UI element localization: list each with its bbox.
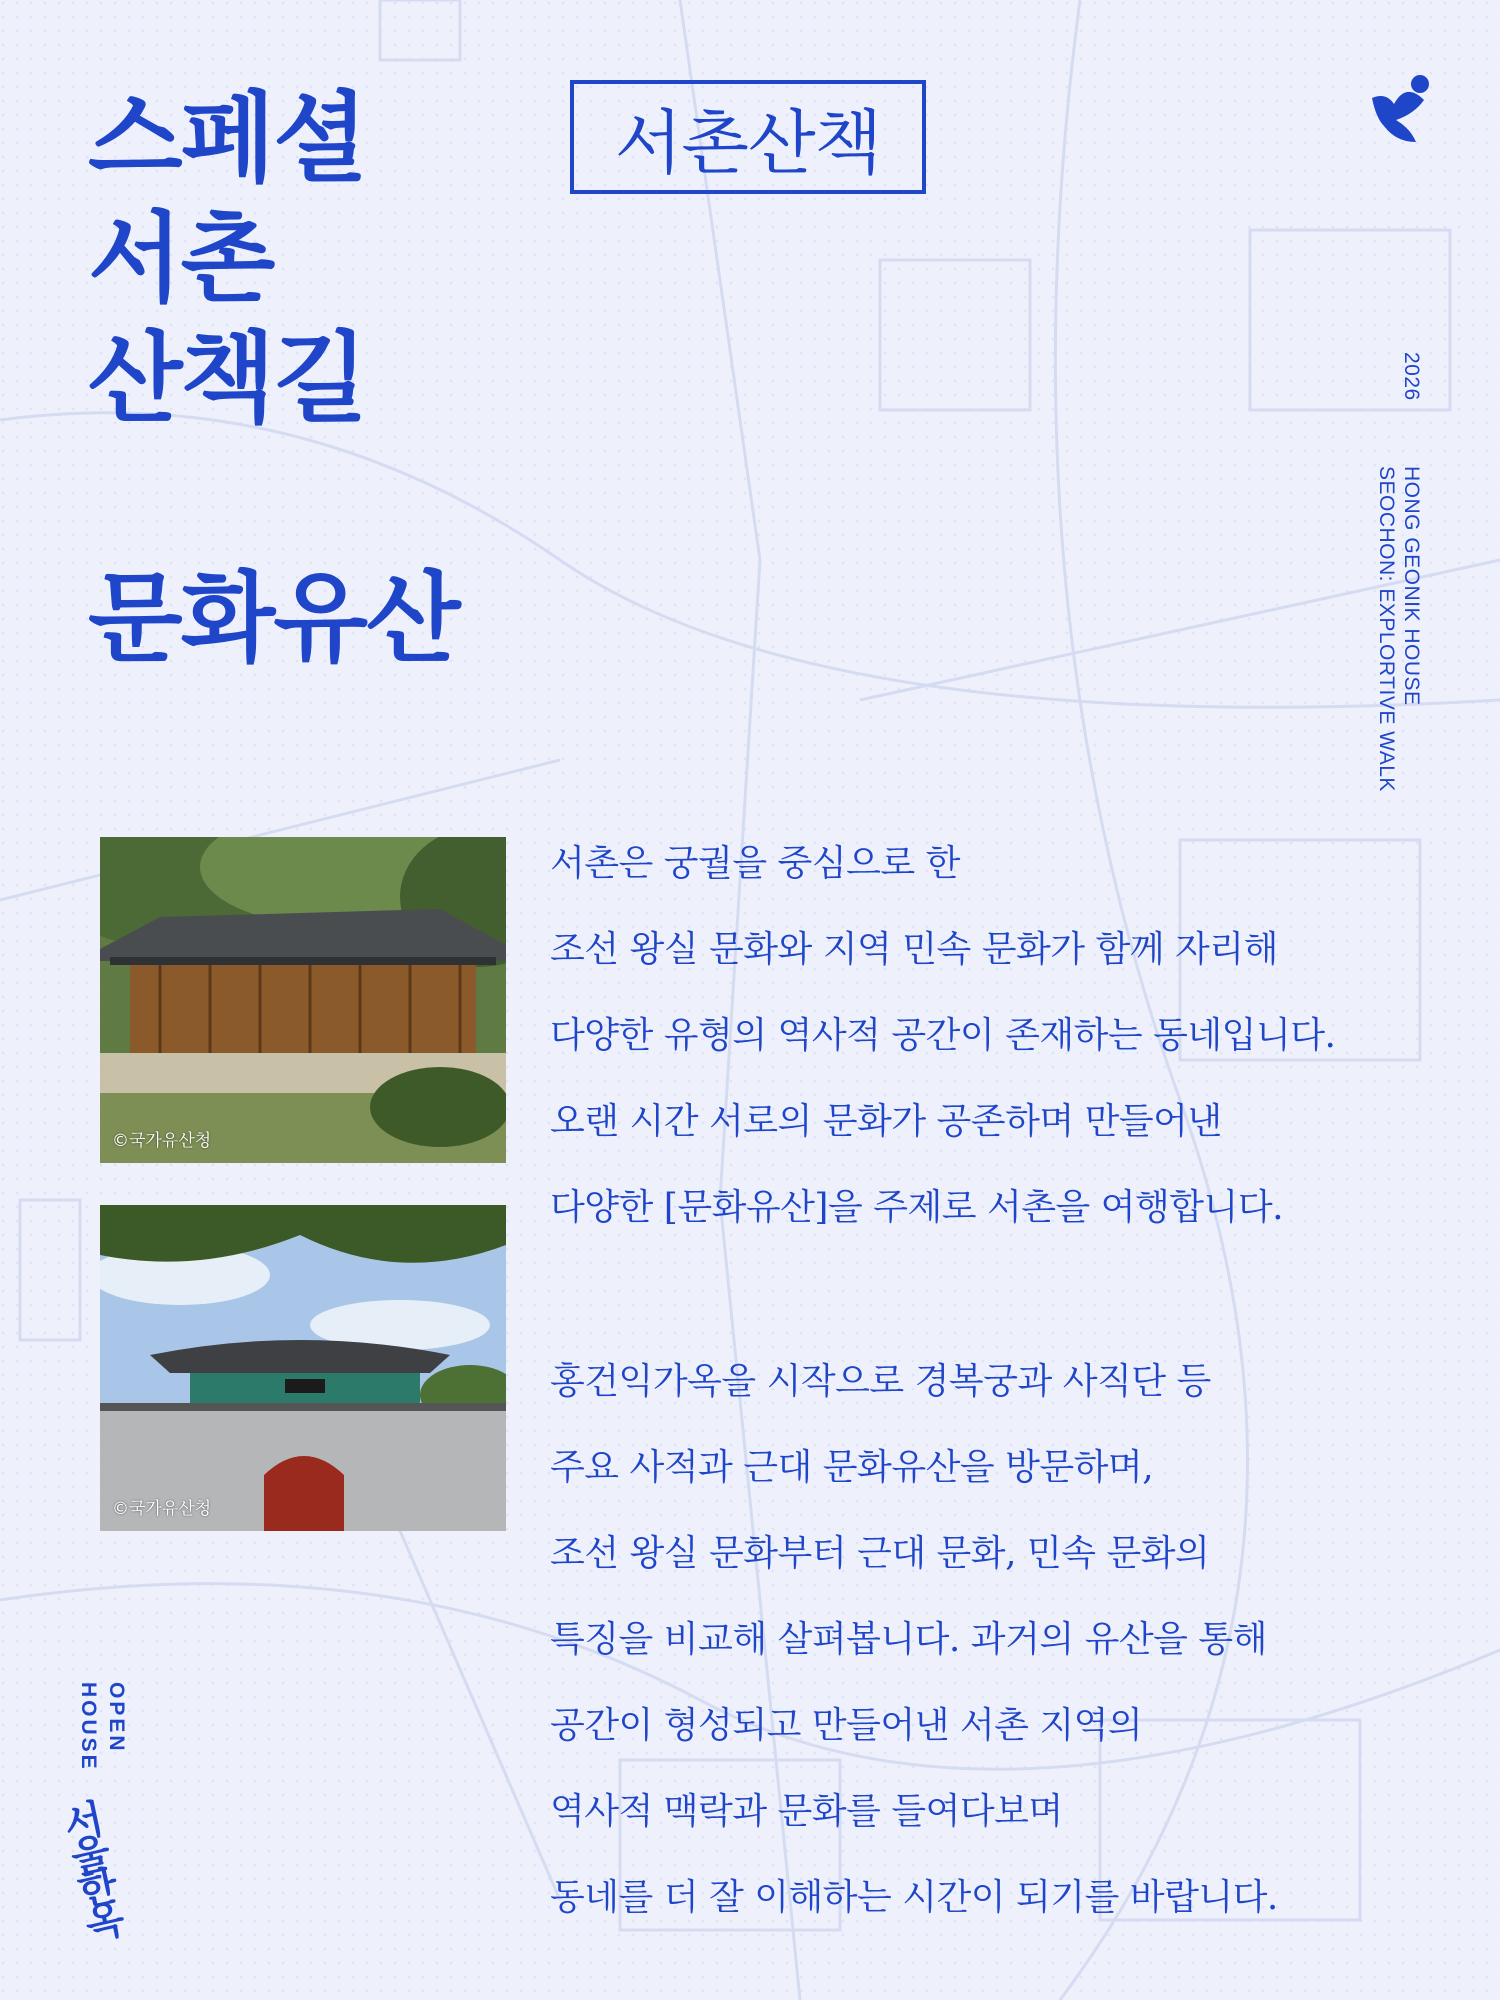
title-line-3: 산책길 (88, 321, 367, 436)
side-title-line1: HONG GEONIK HOUSE (1400, 466, 1423, 706)
intro-line: 다양한 [문화유산]을 주제로 서촌을 여행합니다. (550, 1187, 1284, 1228)
side-title-line2: SEOCHON: EXPLORTIVE WALK (1375, 466, 1398, 792)
program-line: 공간이 형성되고 만들어낸 서촌 지역의 (550, 1705, 1143, 1746)
intro-line: 다양한 유형의 역사적 공간이 존재하는 동네입니다. (550, 1015, 1336, 1056)
intro-line: 조선 왕실 문화와 지역 민속 문화가 함께 자리해 (550, 929, 1278, 970)
photo-credit-2: ©국가유산청 (112, 1499, 212, 1519)
open-house-logo-open: OPEN (105, 1682, 128, 1754)
title-line-1: 스페셜 (88, 81, 367, 196)
seoul-hanok-logo: 서울한옥 (53, 1796, 127, 1940)
year-label: 2026 (1400, 352, 1423, 401)
program-line: 조선 왕실 문화부터 근대 문화, 민속 문화의 (550, 1533, 1210, 1574)
program-line: 특징을 비교해 살펴봅니다. 과거의 유산을 통해 (550, 1619, 1267, 1660)
intro-line: 오랜 시간 서로의 문화가 공존하며 만들어낸 (550, 1101, 1222, 1142)
photo-credit-1: ©국가유산청 (112, 1131, 212, 1151)
theme-title: 문화유산 (88, 561, 459, 676)
program-line: 홍건익가옥을 시작으로 경복궁과 사직단 등 (550, 1361, 1211, 1402)
program-line: 역사적 맥락과 문화를 들여다보며 (550, 1791, 1063, 1832)
hanok-building-photo (100, 837, 506, 1163)
open-house-logo (74, 1682, 130, 1788)
program-line: 주요 사적과 근대 문화유산을 방문하며, (550, 1447, 1154, 1488)
palace-gate-photo (100, 1205, 506, 1531)
brand-logo-icon (1366, 70, 1438, 148)
intro-paragraph (550, 838, 1335, 1268)
seochon-walk-label: 서촌산책 (570, 80, 926, 194)
title-line-2: 서촌 (88, 201, 274, 316)
program-paragraph (550, 1356, 1278, 1958)
open-house-logo-house: HOUSE (77, 1682, 100, 1772)
intro-line: 서촌은 궁궐을 중심으로 한 (550, 843, 960, 884)
program-line: 동네를 더 잘 이해하는 시간이 되기를 바랍니다. (550, 1877, 1278, 1918)
